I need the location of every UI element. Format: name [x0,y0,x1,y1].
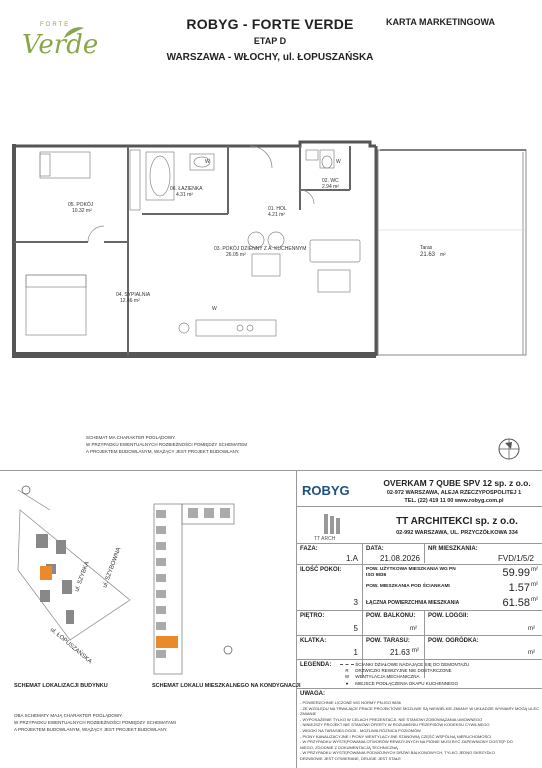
room-name: 04. SYPIALNIA [116,292,151,298]
loggia-label: POW. LOGGII: [428,613,469,619]
remark-line: - W PRZYPADKU WYSTĘPOWANIA PODWÓJNYCH DRZWI BALKONOWYCH, TYLKO JEDNO SKRZYDŁO [300,750,495,756]
ventilation-mark: W [205,159,210,165]
room-name: 03. POKÓJ DZIENNY Z A. KUCHENNYM [214,246,307,252]
legend-label: LEGENDA: [300,662,332,668]
room-area: 2.94 m² [322,184,339,190]
staircase-value: 1 [353,648,358,657]
ventilation-mark: W [336,159,341,165]
brand-logo-forte: FORTE [40,22,71,28]
phase-value: 1.A [345,554,358,563]
balcony-label: POW. BALKONU: [366,613,416,619]
total-area-value: 61.58 [502,597,530,609]
brand-logo-verde: Verde [22,30,99,60]
remark-line: - ZE WZGLĘDU NA TRWAJĄCE PRACE PROJEKTOWE MOŻLIWE SĄ NIEWIELKIE ZMIANY W UKŁADZIE WYMIARY MOGĄ ULEC ZMIANIE [300,705,539,717]
staircase-label: KLATKA: [300,638,327,644]
note-line: A PROJEKTEM BUDOWLANYM, WIĄŻĄCY JEST PROJEKT BUDOWLANY. [14,727,168,732]
project-address: WARSZAWA - WŁOCHY, ul. ŁOPUSZAŃSKA [166,52,374,63]
total-area-label: ŁĄCZNA POWIERZCHNIA MIESZKANIA [366,600,460,606]
unit: m² [531,597,538,603]
remarks-label: UWAGA: [300,691,325,697]
terrace-area-value: 21.63 [389,648,410,657]
room-area: 4.31 m² [176,192,193,198]
plan-note [86,434,306,455]
developer-address: 02-972 WARSZAWA, ALEJA RZECZYPOSPOLITEJ 1 [386,490,522,496]
date-label: DATA: [366,546,384,552]
schemes-note [14,712,274,733]
remark-line: NIEGO, ZGODNIE Z DOKUMENTACJĄ TECHNICZNĄ [300,744,398,750]
ventilation-mark: W [212,306,217,312]
balcony-unit: m² [410,626,417,632]
apartment-no-label: NR MIESZKANIA: [428,546,478,552]
legend-text: WENTYLACJA MECHANICZNA [355,674,420,680]
usable-area-value: 59.99 [502,567,530,579]
room-name: 02. WC [322,178,339,184]
legend-symbol: W [344,674,350,680]
unit: m² [531,582,538,588]
location-scheme [10,480,150,670]
legend-text: DRZWICZKI REWIZYJNE NIE DOSTARCZONE [355,668,452,674]
room-area: 4.21 m² [268,212,285,218]
unit: m² [531,567,538,573]
room-name: 05. POKÓJ [68,202,94,208]
room-area: 12.46 m² [120,298,140,304]
garden-unit: m² [528,650,535,656]
street-label: ul. SZYBOWNA [102,546,123,589]
north-arrow-icon [496,436,522,462]
floor-plan [0,130,542,370]
note-line: W PRZYPADKU EWENTUALNYCH ROZBIEŻNOŚCI POMIĘDZY SCHEMATEM [86,442,248,447]
floor-value: 5 [353,624,358,633]
date-value: 21.08.2026 [379,554,420,563]
street-label: ul. ŁOPUSZAŃSKA [48,626,93,666]
note-line: SCHEMAT MA CHARAKTER POGLĄDOWY. [86,435,176,440]
legend-symbol: R [345,668,349,674]
terrace-name: Taras [420,245,433,251]
usable-area-label: POW. UŻYTKOWA MIESZKANIA WG PN ISO 9836 [366,567,456,578]
architect-logo-text: TT ARCH [314,536,336,542]
leaf-icon [62,26,86,40]
phase-label: FAZA: [300,546,318,552]
floor-scheme-label: SCHEMAT LOKALU MIESZKALNEGO NA KONDYGNACJI [152,683,301,689]
developer-company: OVERKAM 7 QUBE SPV 12 sp. z o.o. [383,478,531,488]
remark-line: - POWIERZCHNIE LICZONE WG NORMY PN-ISO 9836 [300,700,401,705]
rooms-label: ILOŚĆ POKOI: [300,567,342,573]
loggia-unit: m² [528,626,535,632]
room-area: 26.05 m² [226,252,246,258]
remark-line: DRZWIOWE JEST OTWIERANE, DRUGIE JEST STAŁE [300,755,401,761]
terrace-area-label: POW. TARASU: [366,638,410,644]
developer-logo: ROBYG [302,483,350,498]
remark-line: - PIONY KANALIZACYJNE I PIONY WENTYLACYJNE STANOWIĄ CZĘŚĆ WSPÓLNĄ NIERUCHOMOŚCI [300,733,492,739]
remark-line: - NINIEJSZY PROJEKT NIE STANOWI OFERTY W ROZUMIENIU PRZEPISÓW KODEKSU CYWILNEGO [300,722,490,728]
note-line: OBA SCHEMATY MAJĄ CHARAKTER POGLĄDOWY. [14,713,123,718]
developer-contact: TEL. (22) 419 11 00 www.robyg.com.pl [404,498,504,504]
legend-text: ŚCIANKI DZIAŁOWE NADAJĄCE SIĘ DO DEMONTAŻU [355,662,470,667]
location-scheme-label: SCHEMAT LOKALIZACJI BUDYNKU [14,683,108,689]
room-name: 06. ŁAZIENKA [170,186,203,192]
architect-logo-icon [318,512,348,536]
legend-item: ● MIEJSCE PODŁĄCZENIA OKAPU KUCHENNEGO [345,680,459,686]
note-line: W PRZYPADKU EWENTUALNYCH ROZBIEŻNOŚCI POMIĘDZY SCHEMATAMI [14,720,176,725]
garden-label: POW. OGRÓDKA: [428,638,479,644]
stage-label: ETAP D [253,36,287,46]
terrace-unit: m² [440,252,446,258]
room-name: 01. HOL [268,206,287,212]
floor-label: PIĘTRO: [300,613,325,619]
card-type: KARTA MARKETINGOWA [386,17,495,27]
note-line: A PROJEKTEM BUDOWLANYM, WIĄŻĄCY JEST PROJEKT BUDOWLANY. [86,449,240,454]
terrace-area-unit: m² [412,648,419,654]
room-area: 10.32 m² [72,208,92,214]
rooms-value: 3 [353,598,358,607]
remark-line: - W PRZYPADKU WYSTĘPOWANIA OTWORÓW REWIZYJNYCH NA PIONIE MUSI BYĆ ZAPEWNIONY DOSTĘP DO [300,739,513,745]
legend-text: MIEJSCE PODŁĄCZENIA OKAPU KUCHENNEGO [355,680,459,686]
under-walls-value: 1.57 [508,582,530,594]
street-label: ul. SZYBKA [74,560,91,593]
legend-list [340,662,540,687]
remark-line: - WIDOKI NA TARASIE/LOGGII - MOŻLIWA RÓŻNICA POZIOMÓW [300,727,421,733]
architect-company: TT ARCHITEKCI sp. z o.o. [396,516,518,527]
apartment-no-value: FVD/1/5/2 [497,554,534,563]
remark-line: - WYPOSAŻENIE TYLKO W CELACH PREZENTACJI. NIE STANOWI ZOBOWIĄZANIA UMOWNEGO [300,716,483,722]
architect-address: 02-992 WARSZAWA, UL. PRZYCZÓŁKOWA 334 [396,530,518,536]
floor-scheme [148,500,248,680]
terrace-area: 21.63 [420,252,436,258]
page-title: ROBYG - FORTE VERDE [186,16,354,32]
under-walls-label: POW. MIESZKANIA POD ŚCIANKAMI [366,584,450,589]
remarks-list [300,700,540,762]
